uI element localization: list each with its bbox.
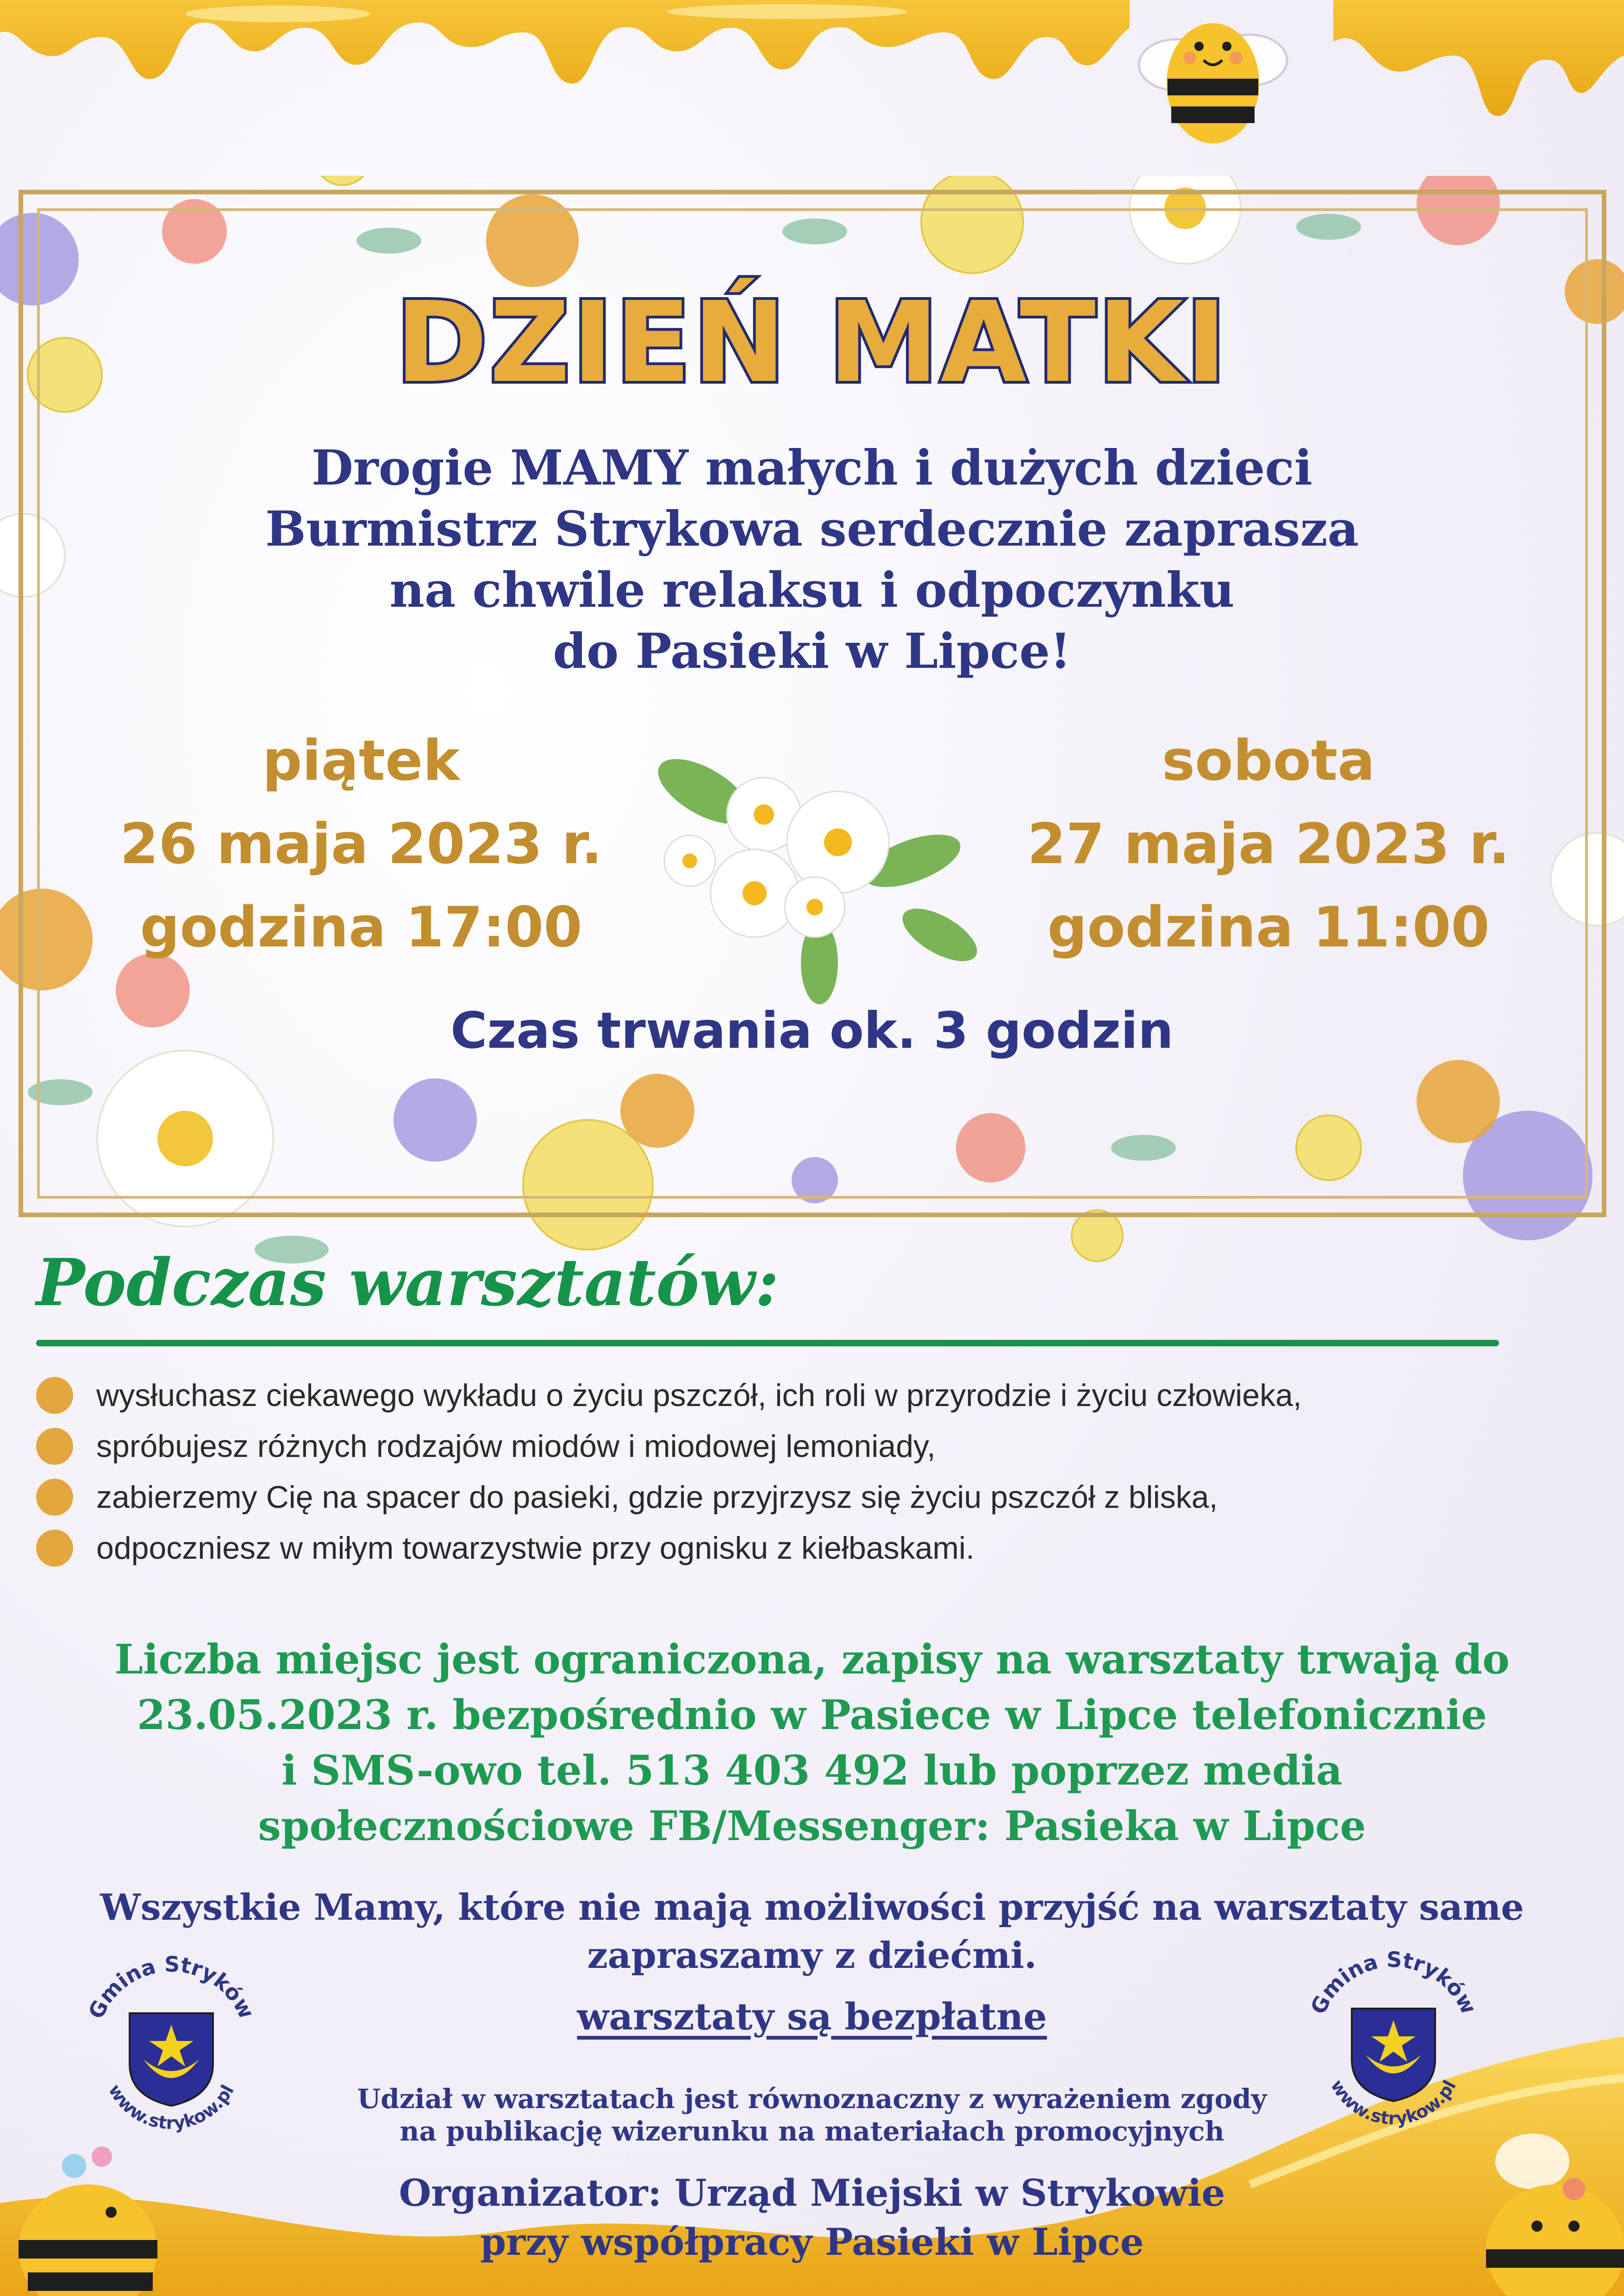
note-line: Wszystkie Mamy, które nie mają możliwości przyjść na warsztaty same [100, 1886, 1524, 1929]
gmina-strykow-logo [1292, 1939, 1495, 2143]
bullet-icon [36, 1479, 73, 1516]
list-item-text: odpoczniesz w miłym towarzystwie przy ognisku z kiełbaskami. [96, 1531, 975, 1566]
intro-line: Drogie MAMY małych i dużych dzieci [311, 439, 1313, 496]
date-time: godzina 11:00 [1047, 896, 1490, 960]
consent-line: Udział w warsztatach jest równoznaczny z wyrażeniem zgody [357, 2083, 1267, 2115]
heading-underline [36, 1340, 1499, 1346]
registration-info [0, 1631, 1624, 1854]
note-line: zapraszamy z dziećmi. [587, 1935, 1037, 1977]
organizer-info [0, 2168, 1624, 2266]
duration-text: Czas trwania ok. 3 godzin [450, 1002, 1174, 1060]
date-day: piątek [262, 729, 460, 793]
page-title: DZIEŃ MATKI [395, 278, 1229, 407]
bullet-icon [36, 1530, 73, 1567]
intro-line: do Pasieki w Lipce! [553, 622, 1071, 679]
date-time: godzina 17:00 [140, 896, 582, 960]
svg-text:Gmina Stryków [1305, 1947, 1481, 2018]
logo-url: www.strykow.pl [1326, 2076, 1460, 2129]
list-item-text: zabierzemy Cię na spacer do pasieki, gdzie przyjrzysz się życiu pszczół z bliska, [96, 1480, 1218, 1515]
intro-text [0, 437, 1624, 682]
svg-text:Gmina Stryków [83, 1952, 259, 2023]
logo-url: www.strykow.pl [104, 2080, 238, 2134]
date-value: 27 maja 2023 r. [1027, 812, 1510, 877]
honey-drip-top [0, 0, 1624, 153]
daisy-bouquet-icon [643, 722, 986, 1009]
logo-name: Gmina Stryków [83, 1951, 260, 2023]
organizer-line: przy współpracy Pasieki w Lipce [480, 2220, 1144, 2264]
bullet-icon [36, 1428, 73, 1465]
free-workshops-note: warsztaty są bezpłatne [577, 1995, 1047, 2038]
workshops-list [36, 1370, 1564, 1574]
intro-line: na chwile relaksu i odpoczynku [389, 561, 1235, 618]
bee-icon [1125, 0, 1301, 153]
registration-line: Liczba miejsc jest ograniczona, zapisy na warsztaty trwają do [114, 1635, 1510, 1683]
registration-line: 23.05.2023 r. bezpośrednio w Pasiece w Lipce telefonicznie [137, 1691, 1487, 1739]
date-value: 26 maja 2023 r. [119, 812, 603, 877]
consent-line: na publikację wizerunku na materiałach promocyjnych [400, 2116, 1224, 2147]
registration-line: społecznościowe FB/Messenger: Pasieka w Lipce [258, 1802, 1366, 1850]
bee-icon [1468, 2110, 1624, 2296]
registration-line: i SMS-owo tel. 513 403 492 lub poprzez media [281, 1746, 1343, 1794]
list-item [36, 1370, 1564, 1421]
logo-name: Gmina Stryków [1305, 1947, 1482, 2018]
workshops-heading: Podczas warsztatów: [36, 1245, 779, 1321]
date-right [991, 720, 1546, 970]
bee-icon [0, 2110, 167, 2296]
list-item-text: wysłuchasz ciekawego wykładu o życiu pszczół, ich roli w przyrodzie i życiu człowieka, [96, 1378, 1302, 1413]
list-item-text: spróbujesz różnych rodzajów miodów i miodowej lemoniady, [96, 1429, 936, 1464]
date-day: sobota [1162, 729, 1375, 793]
coat-of-arms-icon [1292, 1939, 1495, 2143]
list-item [36, 1472, 1564, 1523]
intro-line: Burmistrz Strykowa serdecznie zaprasza [265, 500, 1359, 557]
organizer-line: Organizator: Urząd Miejski w Strykowie [399, 2171, 1225, 2215]
bullet-icon [36, 1377, 73, 1414]
list-item [36, 1421, 1564, 1472]
date-left [83, 720, 639, 970]
list-item [36, 1523, 1564, 1574]
